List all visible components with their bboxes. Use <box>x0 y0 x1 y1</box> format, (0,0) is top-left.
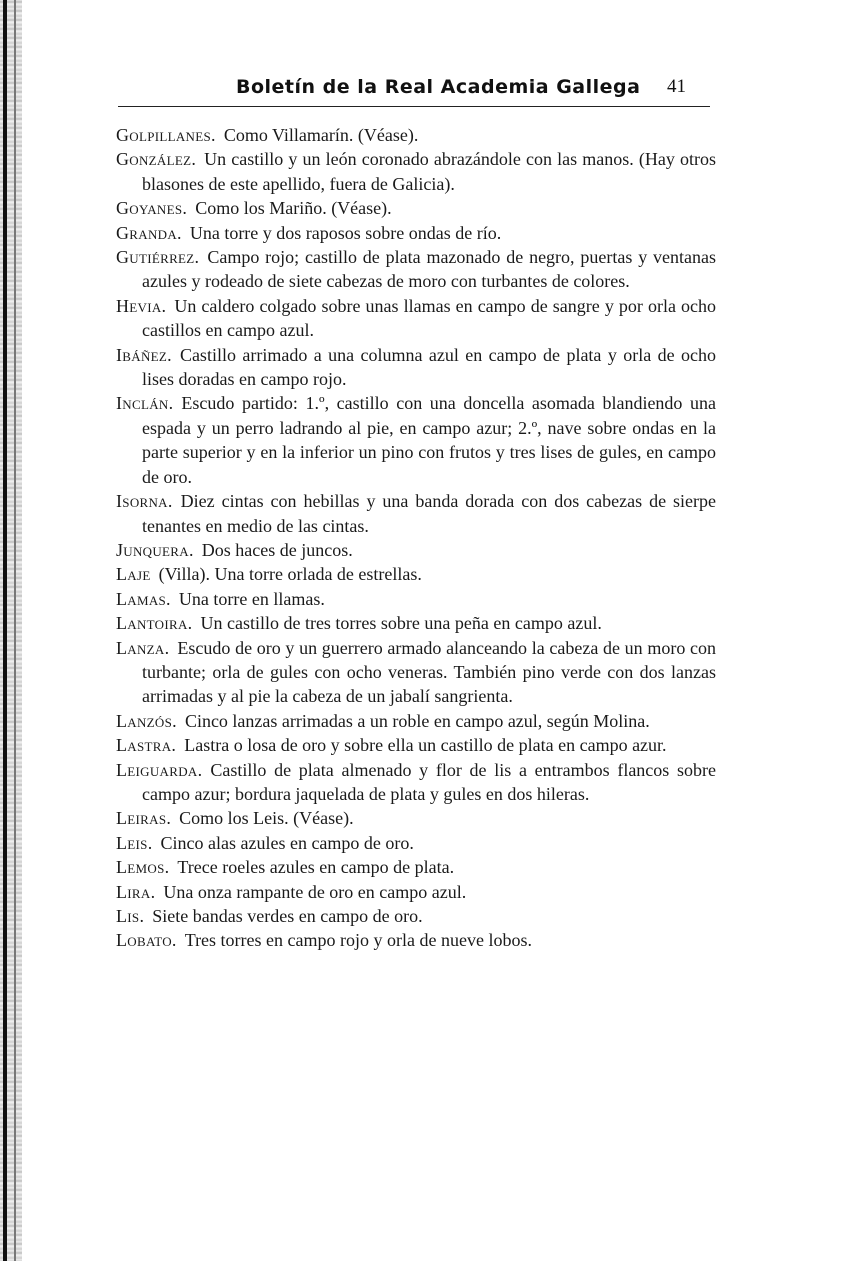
entry-description: Dos haces de juncos. <box>201 539 353 560</box>
entry-description: Como Villamarín. (Véase). <box>223 125 419 145</box>
entry-surname: Lira. <box>116 881 156 902</box>
entry-surname: Ibáñez. <box>116 344 172 365</box>
entry-surname: Goyanes. <box>116 198 188 219</box>
entry-description: Una torre y dos raposos sobre ondas de río. <box>189 222 502 243</box>
heraldry-entry-list <box>116 123 716 953</box>
entry-surname: Junquera. <box>116 539 194 560</box>
entry-surname: Lanzós. <box>116 710 177 731</box>
entry <box>116 294 716 343</box>
entry <box>116 880 716 904</box>
spine-light-line <box>14 0 16 1261</box>
entry-description: Un castillo de tres torres sobre una peña en campo azul. <box>200 613 602 634</box>
entry <box>116 245 716 294</box>
entry-description: Trece roeles azules en campo de plata. <box>177 857 455 878</box>
entry <box>116 831 716 855</box>
entry-description: Cinco alas azules en campo de oro. <box>160 832 414 853</box>
entry-surname: Isorna. <box>116 491 173 512</box>
entry-surname: Lastra. <box>116 735 177 756</box>
entry <box>116 636 716 709</box>
entry-surname: Laje <box>116 564 151 585</box>
entry-description: Como los Mariño. (Véase). <box>195 198 392 219</box>
entry-description: Campo rojo; castillo de plata mazonado de negro, puertas y ventanas azules y rodeado de siete cabezas de moro con turbantes de colores. <box>142 247 716 292</box>
entry <box>116 562 716 586</box>
entry <box>116 587 716 611</box>
entry <box>116 538 716 562</box>
entry-surname: Lemos. <box>116 857 170 878</box>
entry-description: Diez cintas con hebillas y una banda dorada con dos cabezas de sierpe tenantes en medio de las cintas. <box>142 491 716 536</box>
entry-surname: González. <box>116 149 197 170</box>
entry <box>116 611 716 635</box>
spine-dark-line <box>3 0 7 1261</box>
entry <box>116 391 716 489</box>
entry-surname: Leiguarda. <box>116 759 203 780</box>
entry-description: Cinco lanzas arrimadas a un roble en campo azul, según Molina. <box>184 710 650 731</box>
entry-surname: Hevia. <box>116 295 167 316</box>
entry-description: Escudo partido: 1.º, castillo con una doncella asomada blandiendo una espada y un perro ladrando al pie, en campo azur; 2.º, nave sobre ondas en la parte superior y en la inferior un pino con frutos y tres lises de gules, en campo de oro. <box>142 393 716 487</box>
entry-description: Escudo de oro y un guerrero armado alanceando la cabeza de un moro con turbante; orla de gules con ocho veneras. También pino verde con dos lanzas arrimadas y al pie la cabeza de un jabalí sangrienta. <box>142 637 716 707</box>
entry <box>116 758 716 807</box>
entry-surname: Gutiérrez. <box>116 247 200 268</box>
entry-surname: Lis. <box>116 906 145 926</box>
entry <box>116 806 716 830</box>
entry-description: Una onza rampante de oro en campo azul. <box>163 881 467 902</box>
entry-description: Tres torres en campo rojo y orla de nueve lobos. <box>184 930 532 951</box>
entry-surname: Lanza. <box>116 637 170 658</box>
entry <box>116 343 716 392</box>
page-number: 41 <box>667 76 686 97</box>
entry-surname: Lamas. <box>116 588 171 609</box>
entry-description: Castillo de plata almenado y flor de lis a entrambos flancos sobre campo azur; bordura jaquelada de plata y gules en dos hileras. <box>142 759 716 804</box>
entry-description: Siete bandas verdes en campo de oro. <box>152 906 423 926</box>
entry <box>116 709 716 733</box>
entry-surname: Inclán. <box>116 393 174 414</box>
entry <box>116 123 716 147</box>
entry-description: Un caldero colgado sobre unas llamas en campo de sangre y por orla ocho castillos en campo azul. <box>142 295 716 341</box>
entry-surname: Lantoira. <box>116 613 193 634</box>
entry-description: Como los Leis. (Véase). <box>179 808 354 829</box>
entry <box>116 733 716 757</box>
book-spine-edge <box>0 0 22 1261</box>
entry-description: Lastra o losa de oro y sobre ella un castillo de plata en campo azur. <box>184 735 667 756</box>
page-header <box>118 72 710 107</box>
entry <box>116 855 716 879</box>
entry-description: (Villa). Una torre orlada de estrellas. <box>158 564 422 585</box>
entry <box>116 196 716 220</box>
entry-description: Un castillo y un león coronado abrazándole con las manos. (Hay otros blasones de este apellido, fuera de Galicia). <box>142 149 716 194</box>
entry-surname: Leis. <box>116 832 153 853</box>
entry-surname: Golpillanes. <box>116 125 216 145</box>
entry-surname: Granda. <box>116 222 182 243</box>
entry <box>116 928 716 952</box>
entry <box>116 221 716 245</box>
entry <box>116 147 716 196</box>
running-title: Boletín de la Real Academia Gallega <box>236 76 641 98</box>
entry-description: Una torre en llamas. <box>178 588 325 609</box>
entry-surname: Lobato. <box>116 930 177 951</box>
entry <box>116 489 716 538</box>
entry <box>116 904 716 928</box>
entry-surname: Leiras. <box>116 808 172 829</box>
entry-description: Castillo arrimado a una columna azul en campo de plata y orla de ocho lises doradas en campo rojo. <box>142 344 716 390</box>
